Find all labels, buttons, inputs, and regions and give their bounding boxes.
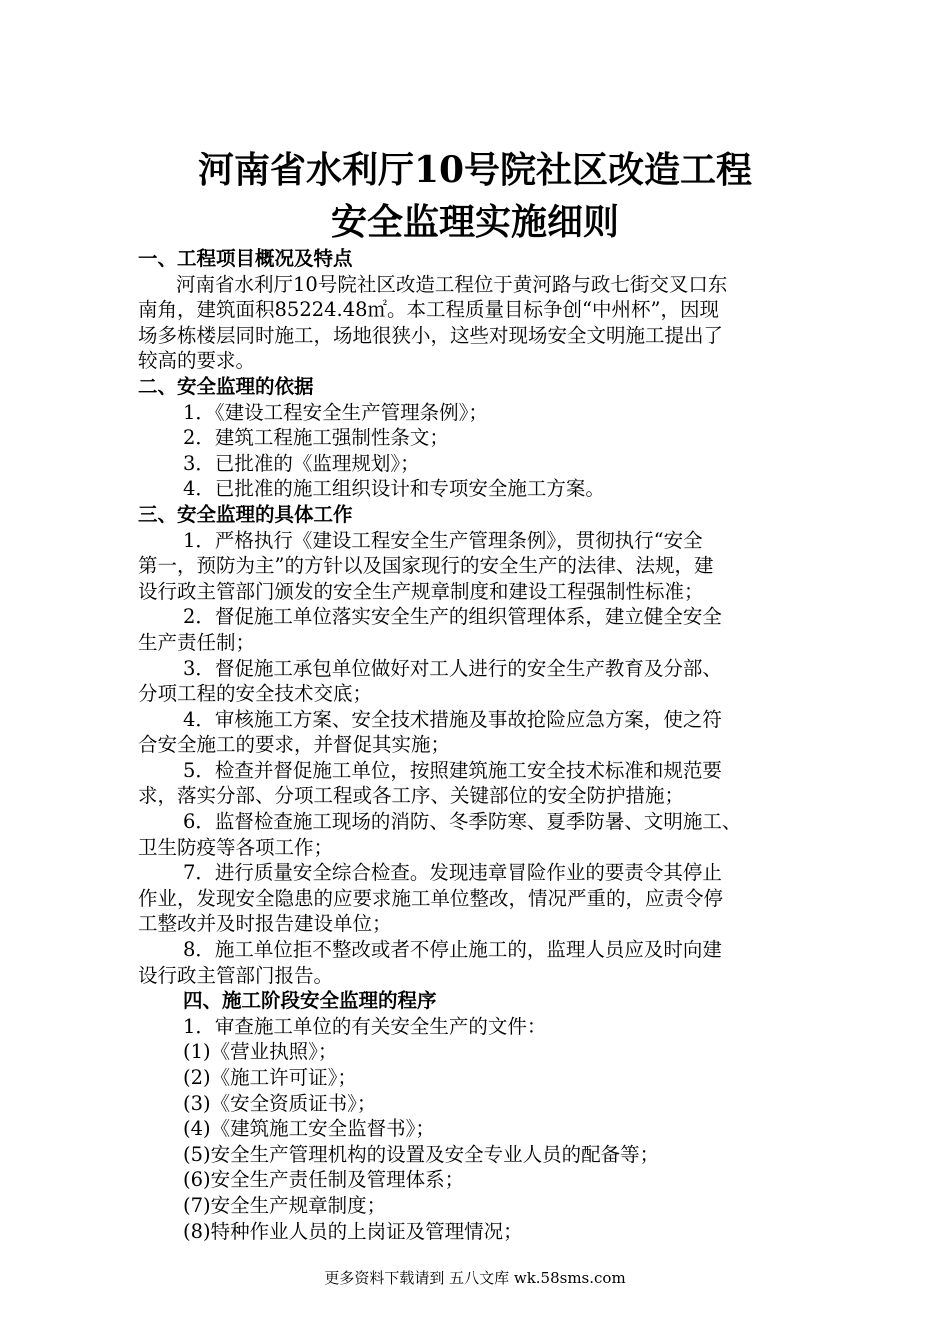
paragraph-line: 较高的要求。 (138, 349, 256, 373)
paragraph-line: 卫生防疫等各项工作； (138, 835, 334, 859)
list-item: (4)《建筑施工安全监督书》； (183, 1117, 435, 1141)
footer-note: 更多资料下载请到 五八文库 wk.58sms.com (324, 1269, 626, 1287)
list-item: (6)安全生产责任制及管理体系； (183, 1168, 465, 1192)
list-item: (1)《营业执照》； (183, 1040, 338, 1064)
document-title-line1: 河南省水利厅10号院社区改造工程 (197, 149, 753, 191)
paragraph-line: 8．施工单位拒不整改或者不停止施工的，监理人员应及时向建 (183, 938, 722, 962)
list-item: 1．《建设工程安全生产管理条例》； (183, 400, 488, 424)
list-item: 1．审查施工单位的有关安全生产的文件： (183, 1014, 547, 1038)
paragraph-line: 3．督促施工承包单位做好对工人进行的安全生产教育及分部、 (183, 656, 722, 680)
paragraph-line: 求，落实分部、分项工程或各工序、关键部位的安全防护措施； (138, 784, 685, 808)
paragraph-line: 工整改并及时报告建设单位； (138, 912, 392, 936)
section-heading: 二、安全监理的依据 (138, 374, 314, 398)
paragraph-line: 5．检查并督促施工单位，按照建筑施工安全技术标准和规范要 (183, 758, 722, 782)
paragraph-line: 作业，发现安全隐患的应要求施工单位整改，情况严重的，应责令停 (138, 886, 724, 910)
list-item: (3)《安全资质证书》； (183, 1091, 377, 1115)
paragraph-line: 河南省水利厅10号院社区改造工程位于黄河路与政七街交叉口东 (176, 272, 728, 296)
list-item: (8)特种作业人员的上岗证及管理情况； (183, 1219, 523, 1243)
list-item: (2)《施工许可证》； (183, 1066, 357, 1089)
section-heading: 一、工程项目概况及特点 (138, 247, 353, 270)
list-item: 2．建筑工程施工强制性条文； (183, 426, 449, 450)
paragraph-line: 南角，建筑面积85224.48㎡。本工程质量目标争创“中州杯”，因现 (138, 298, 719, 322)
section-heading: 三、安全监理的具体工作 (138, 502, 353, 526)
paragraph-line: 场多栋楼层同时施工，场地很狭小，这些对现场安全文明施工提出了 (138, 323, 724, 347)
list-item: (7)安全生产规章制度； (183, 1193, 387, 1217)
list-item: 4．已批准的施工组织设计和专项安全施工方案。 (183, 477, 605, 501)
list-item: 3．已批准的《监理规划》； (183, 451, 420, 475)
paragraph-line: 合安全施工的要求，并督促其实施； (138, 733, 451, 757)
paragraph-line: 第一，预防为主”的方针以及国家现行的安全生产的法律、法规，建 (138, 554, 714, 578)
list-item: (5)安全生产管理机构的设置及安全专业人员的配备等； (183, 1142, 660, 1166)
document-title-line2: 安全监理实施细则 (330, 201, 619, 243)
paragraph-line: 设行政主管部门报告。 (138, 963, 334, 987)
paragraph-line: 分项工程的安全技术交底； (138, 682, 373, 706)
paragraph-line: 7．进行质量安全综合检查。发现违章冒险作业的要责令其停止 (183, 861, 722, 885)
document-body (138, 246, 818, 1244)
section-heading: 四、施工阶段安全监理的程序 (183, 989, 437, 1013)
paragraph-line: 1．严格执行《建设工程安全生产管理条例》，贯彻执行“安全 (183, 528, 703, 552)
paragraph-line: 设行政主管部门颁发的安全生产规章制度和建设工程强制性标准； (138, 579, 704, 603)
paragraph-line: 4．审核施工方案、安全技术措施及事故抢险应急方案，使之符 (183, 707, 722, 731)
paragraph-line: 2．督促施工单位落实安全生产的组织管理体系，建立健全安全 (183, 605, 722, 629)
paragraph-line: 6．监督检查施工现场的消防、冬季防寒、夏季防暑、文明施工、 (183, 810, 742, 834)
paragraph-line: 生产责任制； (138, 630, 256, 654)
